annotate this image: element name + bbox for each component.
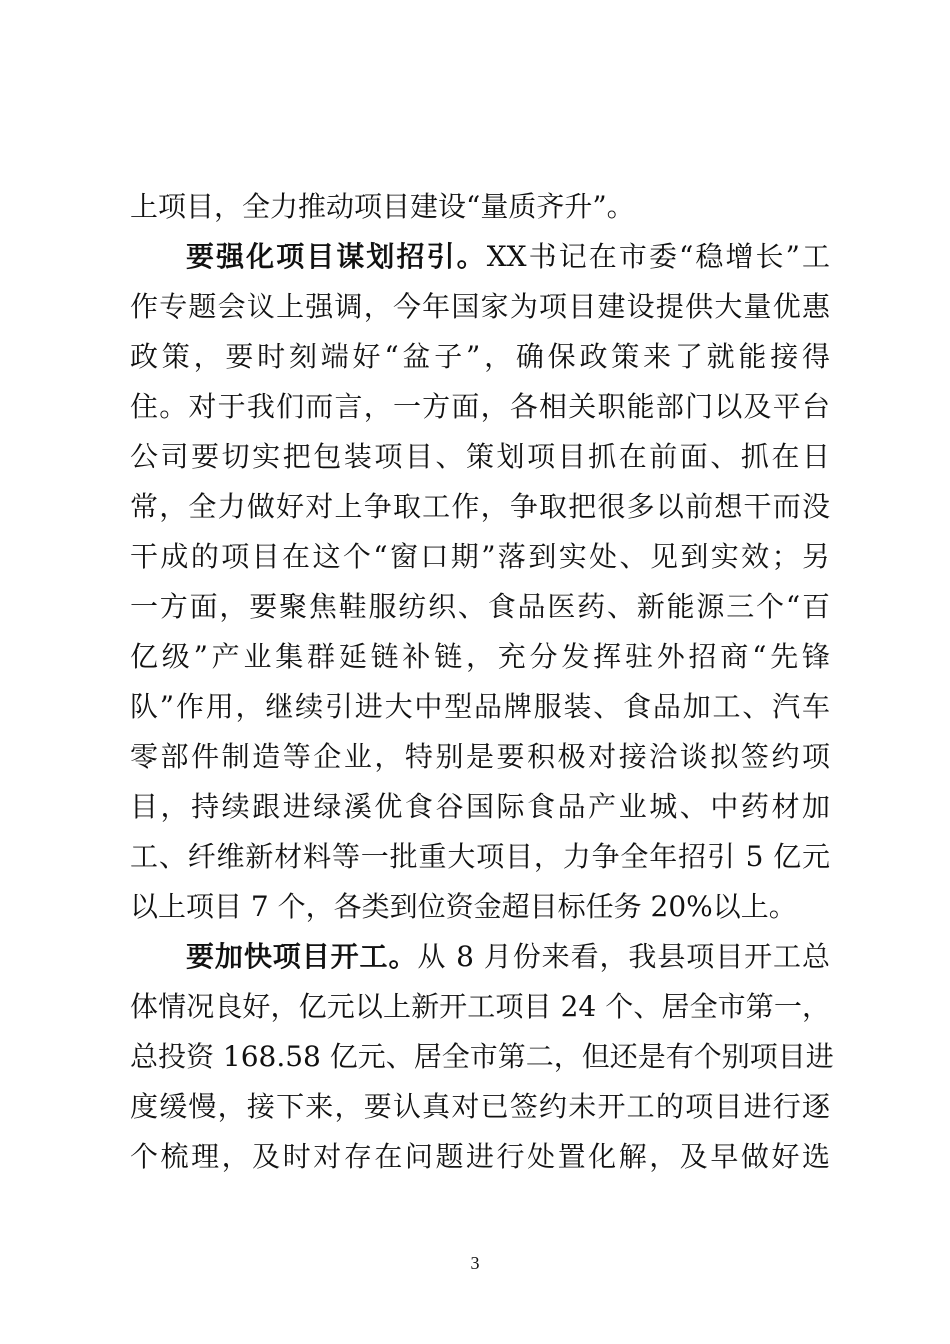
line-text: 亿级”产业集群延链补链，充分发挥驻外招商“先锋 bbox=[130, 640, 830, 673]
text-line bbox=[130, 1137, 830, 1177]
text-line bbox=[130, 687, 830, 727]
text-line bbox=[130, 337, 830, 377]
line-text: 目，持续跟进绿溪优食谷国际食品产业城、中药材加 bbox=[130, 790, 830, 823]
page-number: 3 bbox=[470, 1253, 480, 1273]
text-line bbox=[130, 837, 830, 877]
text-line bbox=[130, 1087, 830, 1127]
line-text: 从 8 月份来看，我县项目开工总 bbox=[417, 940, 830, 973]
text-line bbox=[130, 537, 830, 577]
line-text: 作专题会议上强调，今年国家为项目建设提供大量优惠 bbox=[130, 290, 830, 323]
line-text: 公司要切实把包装项目、策划项目抓在前面、抓在日 bbox=[130, 440, 830, 473]
line-text: 工、纤维新材料等一批重大项目，力争全年招引 5 亿元 bbox=[130, 840, 830, 873]
text-line bbox=[130, 1037, 834, 1077]
line-text: 总投资 168.58 亿元、居全市第二，但还是有个别项目进 bbox=[130, 1040, 834, 1073]
text-line bbox=[130, 737, 830, 777]
text-line bbox=[130, 437, 830, 477]
line-text: 个梳理，及时对存在问题进行处置化解，及早做好选 bbox=[130, 1140, 830, 1173]
line-text: 以上项目 7 个，各类到位资金超目标任务 20%以上。 bbox=[130, 890, 797, 923]
text-line bbox=[130, 787, 830, 827]
text-line bbox=[130, 387, 830, 427]
line-text: 队”作用，继续引进大中型品牌服装、食品加工、汽车 bbox=[130, 690, 830, 723]
line-text: 度缓慢，接下来，要认真对已签约未开工的项目进行逐 bbox=[130, 1090, 830, 1123]
text-line bbox=[130, 287, 830, 327]
text-line bbox=[130, 487, 830, 527]
line-text: XX书记在市委“稳增长”工 bbox=[486, 240, 830, 273]
line-text: 体情况良好，亿元以上新开工项目 24 个、居全市第一， bbox=[130, 990, 830, 1023]
text-line bbox=[130, 637, 830, 677]
text-line bbox=[130, 887, 830, 927]
text-line bbox=[130, 187, 830, 227]
line-text: 上项目，全力推动项目建设“量质齐升”。 bbox=[130, 190, 635, 223]
section-heading: 要加快项目开工。 bbox=[186, 940, 418, 973]
line-text: 零部件制造等企业，特别是要积极对接洽谈拟签约项 bbox=[130, 740, 830, 773]
line-text: 干成的项目在这个“窗口期”落到实处、见到实效；另 bbox=[130, 540, 830, 573]
line-text: 常，全力做好对上争取工作，争取把很多以前想干而没 bbox=[130, 490, 830, 523]
paragraph-first-line bbox=[186, 937, 830, 977]
paragraph-first-line bbox=[186, 237, 830, 277]
line-text: 政策，要时刻端好“盆子”，确保政策来了就能接得 bbox=[130, 340, 830, 373]
section-heading: 要强化项目谋划招引。 bbox=[186, 240, 487, 273]
text-line bbox=[130, 587, 830, 627]
text-line bbox=[130, 987, 830, 1027]
line-text: 住。对于我们而言，一方面，各相关职能部门以及平台 bbox=[130, 390, 830, 423]
line-text: 一方面，要聚焦鞋服纺织、食品医药、新能源三个“百 bbox=[130, 590, 830, 623]
